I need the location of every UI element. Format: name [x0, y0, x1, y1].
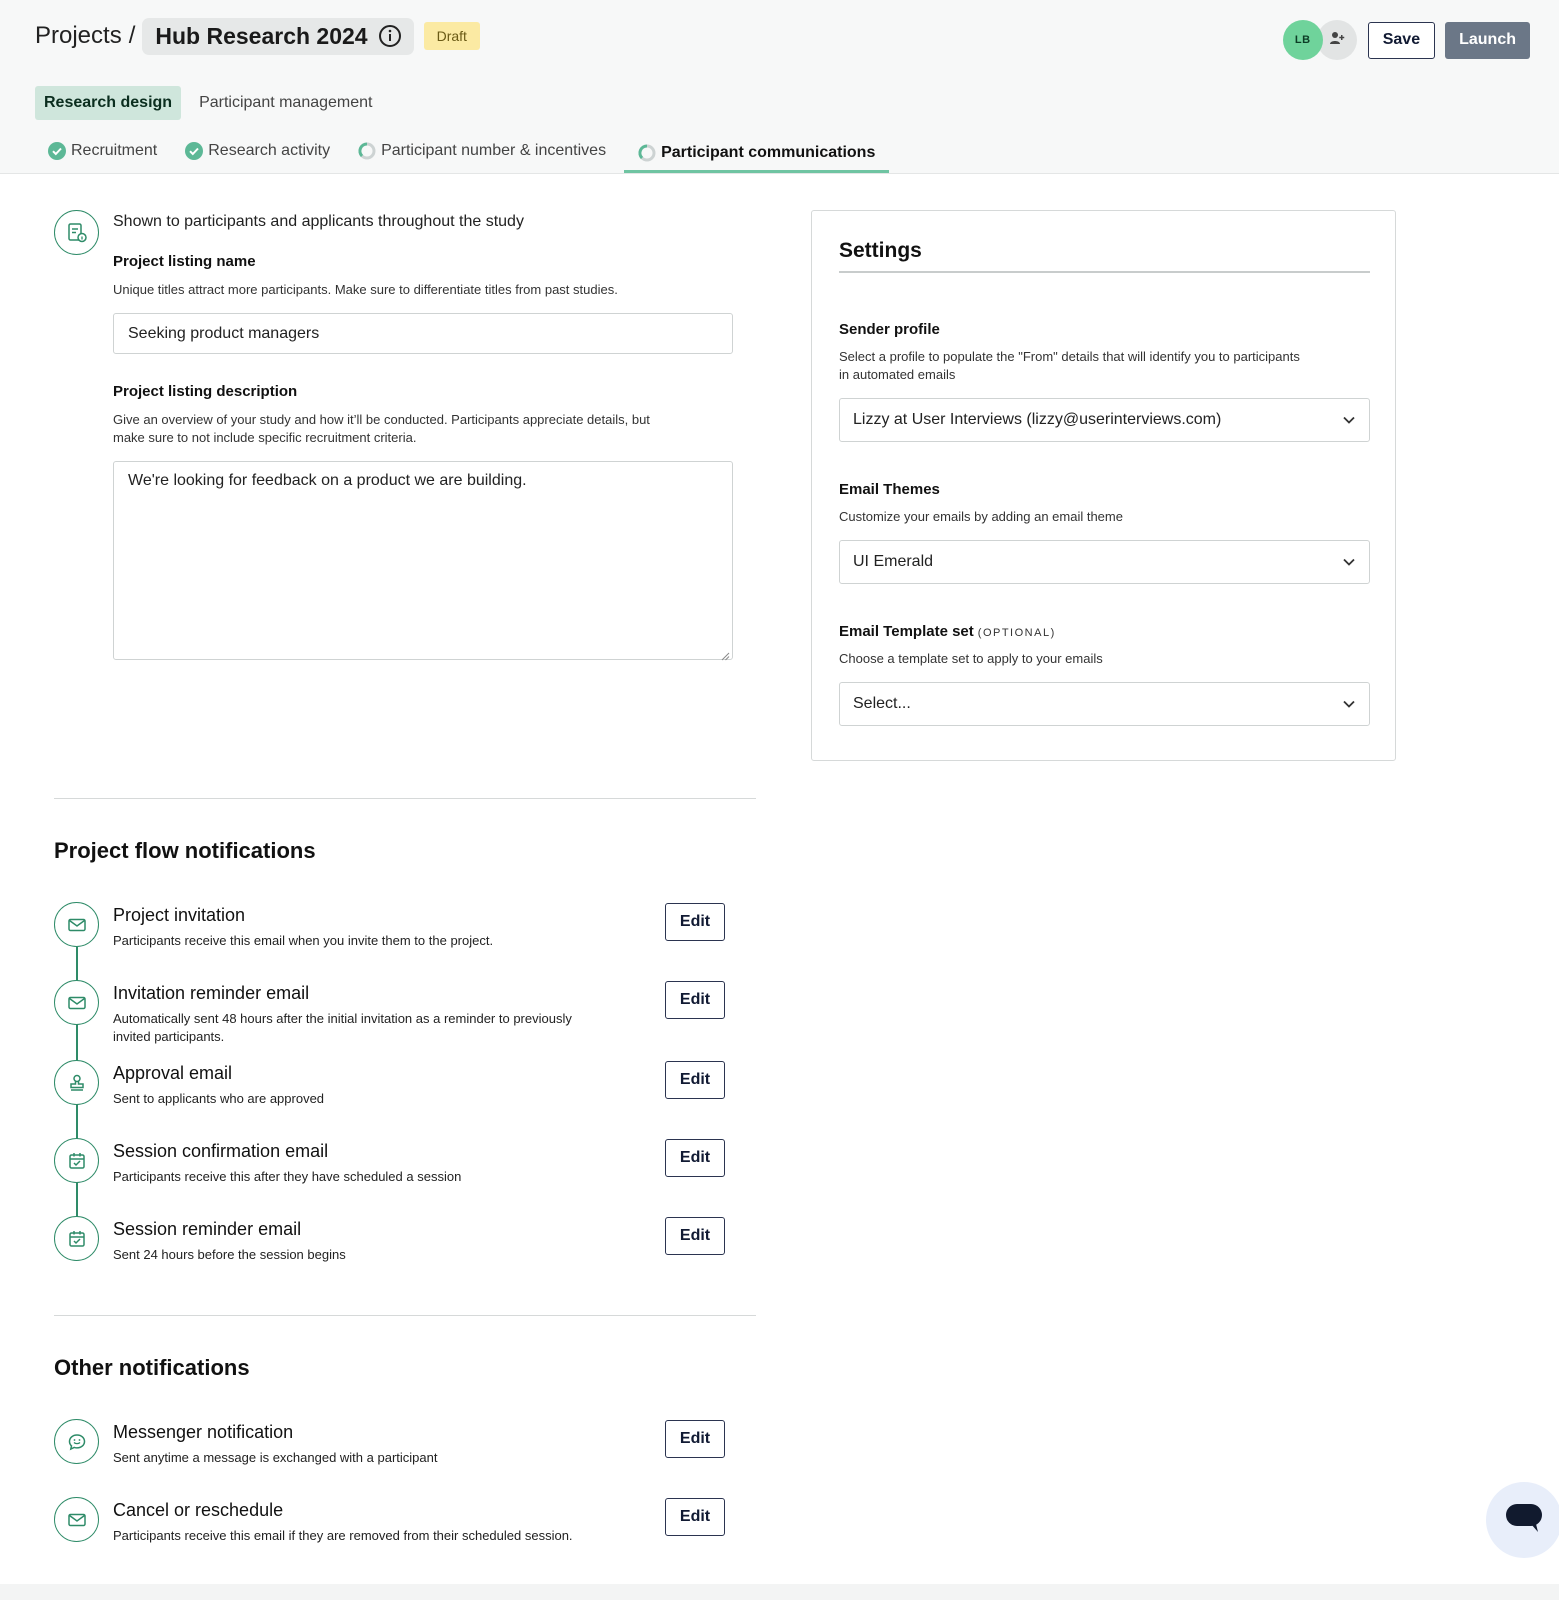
breadcrumb-projects-link[interactable]: Projects [35, 22, 122, 49]
step-label: Recruitment [71, 142, 158, 159]
settings-title: Settings [839, 239, 922, 262]
step-participant-communications[interactable] [624, 136, 889, 173]
step-label: Participant communications [661, 144, 876, 161]
step-tabs [38, 136, 889, 174]
email-template-help: Choose a template set to apply to your emails [839, 651, 1103, 666]
check-circle-icon [185, 142, 203, 160]
envelope-icon [54, 902, 99, 947]
listing-description-help-line2: make sure to not include specific recruitment criteria. [113, 430, 417, 445]
notification-description: Automatically sent 48 hours after the initial invitation as a reminder to previously invited participants. [113, 1011, 572, 1044]
sender-profile-help-line2: in automated emails [839, 367, 956, 382]
notification-title: Session confirmation email [113, 1141, 329, 1161]
calendar-check-icon [54, 1216, 99, 1261]
listing-description-label: Project listing description [113, 383, 298, 400]
edit-messenger-notification-button[interactable]: Edit [665, 1420, 725, 1458]
optional-tag: (OPTIONAL) [977, 627, 1056, 639]
notification-description: Participants receive this email when you invite them to the project. [113, 933, 494, 948]
primary-tabs [35, 86, 382, 120]
notification-title: Cancel or reschedule [113, 1500, 284, 1520]
settings-divider [839, 271, 1370, 273]
sender-profile-select[interactable] [839, 398, 1370, 442]
info-icon[interactable] [378, 24, 402, 48]
breadcrumb [35, 18, 480, 54]
chevron-down-icon [1342, 697, 1356, 711]
project-header [0, 0, 1559, 174]
listing-name-help: Unique titles attract more participants. Make sure to differentiate titles from past studies. [113, 282, 618, 297]
notification-title: Session reminder email [113, 1219, 302, 1239]
email-template-select[interactable] [839, 682, 1370, 726]
edit-invitation-reminder-button[interactable]: Edit [665, 981, 725, 1019]
check-circle-icon [48, 142, 66, 160]
chat-launcher-button[interactable] [1486, 1482, 1559, 1558]
email-themes-label: Email Themes [839, 481, 940, 498]
notification-description: Sent anytime a message is exchanged with a participant [113, 1450, 438, 1465]
save-button[interactable]: Save [1368, 22, 1435, 59]
progress-ring-icon [358, 142, 376, 160]
edit-session-confirmation-button[interactable]: Edit [665, 1139, 725, 1177]
breadcrumb-separator: / [128, 22, 136, 49]
step-label: Research activity [208, 142, 331, 159]
stamp-icon [54, 1060, 99, 1105]
notification-title: Project invitation [113, 905, 246, 925]
step-label: Participant number & incentives [381, 142, 607, 159]
launch-button[interactable]: Launch [1445, 22, 1530, 59]
tab-research-design[interactable]: Research design [35, 86, 181, 120]
notification-title: Messenger notification [113, 1422, 294, 1442]
step-recruitment[interactable] [38, 136, 167, 166]
email-template-label [839, 623, 1056, 640]
sender-profile-help-line1: Select a profile to populate the "From" details that will identify you to participants [839, 349, 1300, 364]
step-participant-number-incentives[interactable] [348, 136, 616, 166]
notification-description: Participants receive this email if they are removed from their scheduled session. [113, 1528, 573, 1543]
listing-document-icon [54, 210, 99, 255]
notification-description: Sent to applicants who are approved [113, 1091, 325, 1106]
chat-bubble-icon [54, 1419, 99, 1464]
sender-profile-value: Lizzy at User Interviews (lizzy@userinterviews.com) [853, 411, 1222, 428]
listing-description-help-line1: Give an overview of your study and how it’ll be conducted. Participants appreciate details, but [113, 412, 650, 427]
email-template-label-text: Email Template set [839, 623, 974, 640]
project-title: Hub Research 2024 [155, 22, 368, 49]
edit-session-reminder-button[interactable]: Edit [665, 1217, 725, 1255]
edit-cancel-reschedule-button[interactable]: Edit [665, 1498, 725, 1536]
edit-approval-email-button[interactable]: Edit [665, 1061, 725, 1099]
tab-participant-management[interactable]: Participant management [199, 94, 373, 111]
email-theme-value: UI Emerald [853, 553, 934, 570]
listing-name-label: Project listing name [113, 253, 256, 270]
other-notifications-title: Other notifications [54, 1355, 250, 1380]
envelope-icon [54, 1497, 99, 1542]
listing-description-value: We're looking for feedback on a product we are building. [128, 472, 527, 489]
status-badge: Draft [424, 22, 480, 50]
add-collaborator-button[interactable] [1317, 20, 1357, 60]
avatar[interactable]: LB [1283, 20, 1323, 60]
resize-handle-icon[interactable] [721, 648, 730, 657]
add-user-icon [1329, 30, 1345, 51]
notification-title: Approval email [113, 1063, 233, 1083]
chevron-down-icon [1342, 413, 1356, 427]
notification-description: Participants receive this after they have scheduled a session [113, 1169, 462, 1184]
listing-name-input[interactable]: Seeking product managers [113, 313, 733, 354]
email-themes-help: Customize your emails by adding an email theme [839, 509, 1123, 524]
listing-description-textarea[interactable] [113, 461, 733, 660]
settings-card [811, 210, 1396, 761]
progress-ring-icon [638, 144, 656, 162]
header-actions [1283, 20, 1530, 60]
page-footer-strip [0, 1584, 1559, 1600]
sender-profile-label: Sender profile [839, 321, 940, 338]
section-divider [54, 1315, 756, 1316]
notification-description: Sent 24 hours before the session begins [113, 1247, 346, 1262]
chevron-down-icon [1342, 555, 1356, 569]
email-template-placeholder: Select... [853, 695, 911, 712]
chat-icon [1505, 1502, 1543, 1539]
listing-lead-text: Shown to participants and applicants throughout the study [113, 213, 524, 230]
calendar-check-icon [54, 1138, 99, 1183]
edit-project-invitation-button[interactable]: Edit [665, 903, 725, 941]
section-divider [54, 798, 756, 799]
project-title-pill[interactable] [142, 18, 413, 55]
notification-title: Invitation reminder email [113, 983, 310, 1003]
project-flow-title: Project flow notifications [54, 838, 316, 863]
envelope-icon [54, 980, 99, 1025]
email-theme-select[interactable] [839, 540, 1370, 584]
step-research-activity[interactable] [175, 136, 340, 166]
